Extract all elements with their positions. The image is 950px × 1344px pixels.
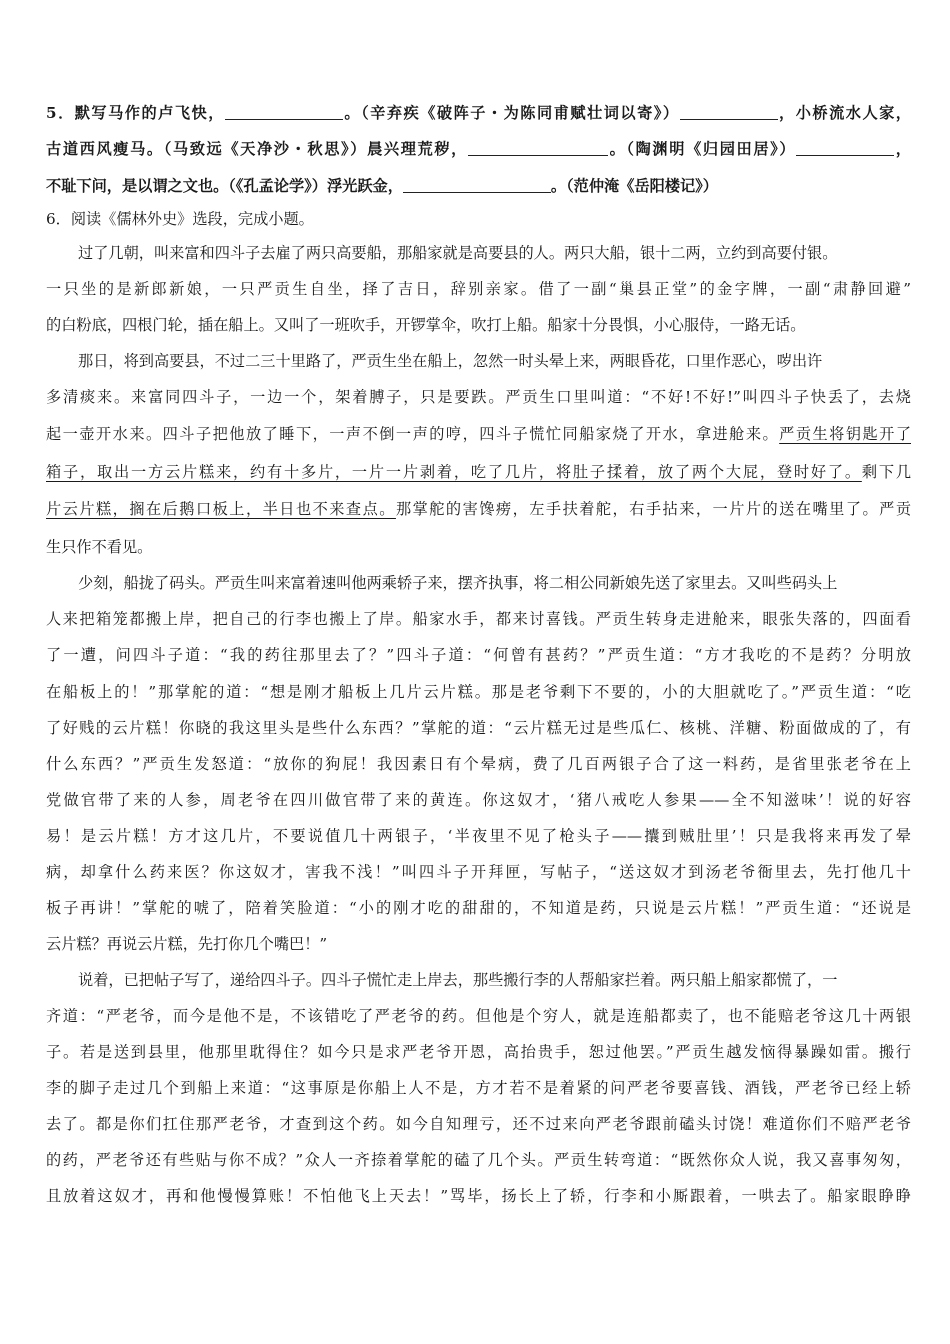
paragraph-line: 起一壶开水来。四斗子把他放了睡下，一声不倒一声的哼，四斗子慌忙同船家烧了开水，拿进舱来。严贡生将钥匙开了 xyxy=(46,425,911,443)
answer-blank[interactable] xyxy=(403,178,551,193)
paragraph-line: 了一遭，问四斗子道：“我的药往那里去了？”四斗子道：“何曾有甚药？”严贡生道：“方才我吃的不是药？分明放 xyxy=(46,646,911,664)
q6-title: 6．阅读《儒林外史》选段，完成小题。 xyxy=(46,210,314,228)
answer-blank[interactable] xyxy=(680,105,778,120)
underlined-passage: 片云片糕，搁在后鹅口板上，半日也不来查点。 xyxy=(46,500,396,518)
paragraph-line: 易！是云片糕！方才这几片，不要说值几十两银子，‘半夜里不见了枪头子——攮到贼肚里’！只是我将来再发了晕 xyxy=(46,827,911,845)
paragraph-line: 人来把箱笼都搬上岸，把自己的行李也搬上了岸。船家水手，都来讨喜钱。严贡生转身走进舱来，眼张失落的，四面看 xyxy=(46,610,911,628)
paragraph-line: 齐道：“严老爷，而今是他不是，不该错吃了严老爷的药。但他是个穷人，就是连船都卖了，也不能赔老爷这几十两银 xyxy=(46,1007,911,1025)
paragraph-line: 在船板上的！”那掌舵的道：“想是刚才船板上几片云片糕。那是老爷剩下不要的，小的大胆就吃了。”严贡生道：“吃 xyxy=(46,683,911,701)
paragraph-line: 片云片糕，搁在后鹅口板上，半日也不来查点。那掌舵的害馋痨，左手扶着舵，右手拈来，一片片的送在嘴里了。严贡 xyxy=(46,500,911,518)
paragraph-line: 板子再讲！”掌舵的唬了，陪着笑脸道：“小的刚才吃的甜甜的，不知道是药，只说是云片糕！”严贡生道：“还说是 xyxy=(46,899,911,917)
paragraph-line: 说着，已把帖子写了，递给四斗子。四斗子慌忙走上岸去，那些搬行李的人帮船家拦着。两只船上船家都慌了，一 xyxy=(78,971,838,989)
paragraph-line: 去了。都是你们扛住那严老爷，才查到这个药。如今自知理亏，还不过来向严老爷跟前磕头讨饶！难道你们不赔严老爷 xyxy=(46,1115,911,1133)
paragraph-line: 病，却拿什么药来医？你这奴才，害我不浅！”叫四斗子开拜匣，写帖子，“送这奴才到汤老爷衙里去，先打他几十 xyxy=(46,863,911,881)
paragraph-line: 子。若是送到县里，他那里耽得住？如今只是求严老爷开恩，高抬贵手，恕过他罢。”严贡生越发恼得暴躁如雷。搬行 xyxy=(46,1043,911,1061)
paragraph-line: 且放着这奴才，再和他慢慢算账！不怕他飞上天去！”骂毕，扬长上了轿，行李和小厮跟着，一哄去了。船家眼睁睁 xyxy=(46,1187,911,1205)
underlined-passage: 箱子，取出一方云片糕来，约有十多片，一片一片剥着，吃了几片，将肚子揉着，放了两个大屁，登时好了。 xyxy=(46,463,862,481)
q5-line-2: 古道西风瘦马。（马致远《天净沙・秋思》）晨兴理荒秽， 。（陶渊明《归园田居》） ， xyxy=(46,140,911,158)
q5-line-1: 5．默写马作的卢飞快， 。（辛弃疾《破阵子・为陈同甫赋壮词以寄》） ，小桥流水人家， xyxy=(46,104,911,122)
paragraph-line: 少刻，船拢了码头。严贡生叫来富着速叫他两乘轿子来，摆齐执事，将二相公同新娘先送了家里去。又叫些码头上 xyxy=(78,574,838,592)
paragraph-line: 过了几朝，叫来富和四斗子去雇了两只高要船，那船家就是高要县的人。两只大船，银十二两，立约到高要付银。 xyxy=(78,244,838,262)
paragraph-line: 生只作不看见。 xyxy=(46,538,153,556)
q5-line-3: 不耻下问，是以谓之文也。（《孔孟论学》）浮光跃金， 。（范仲淹《岳阳楼记》） xyxy=(46,177,718,195)
paragraph-line: 什么东西？”严贡生发怒道：“放你的狗屁！我因素日有个晕病，费了几百两银子合了这一料药，是省里张老爷在上 xyxy=(46,755,911,773)
underlined-passage: 严贡生将钥匙开了 xyxy=(779,425,911,443)
paragraph-line: 党做官带了来的人参，周老爷在四川做官带了来的黄连。你这奴才，‘猪八戒吃人参果——全不知滋味’！说的好容 xyxy=(46,791,911,809)
paragraph-line: 多清痰来。来富同四斗子，一边一个，架着膊子，只是要跌。严贡生口里叫道：“不好!不好!”叫四斗子快丢了，去烧 xyxy=(46,388,911,406)
paragraph-line: 一只坐的是新郎新娘，一只严贡生自坐，择了吉日，辞别亲家。借了一副“巢县正堂”的金字牌，一副“肃静回避” xyxy=(46,280,911,298)
paragraph-line: 箱子，取出一方云片糕来，约有十多片，一片一片剥着，吃了几片，将肚子揉着，放了两个大屁，登时好了。剩下几 xyxy=(46,463,911,481)
answer-blank[interactable] xyxy=(796,141,894,156)
paragraph-line: 那日，将到高要县，不过二三十里路了，严贡生坐在船上，忽然一时头晕上来，两眼昏花，口里作恶心，哕出许 xyxy=(78,352,823,370)
answer-blank[interactable] xyxy=(225,105,343,120)
paragraph-line: 的药，严老爷还有些贴与你不成？”众人一齐捺着掌舵的磕了几个头。严贡生转弯道：“既然你众人说，我又喜事匆匆， xyxy=(46,1151,911,1169)
paragraph-line: 的白粉底，四根门轮，插在船上。又叫了一班吹手，开锣掌伞，吹打上船。船家十分畏惧，小心服侍，一路无话。 xyxy=(46,316,806,334)
paragraph-line: 了好贱的云片糕！你晓的我这里头是些什么东西？”掌舵的道：“云片糕无过是些瓜仁、核桃、洋糖、粉面做成的了，有 xyxy=(46,719,911,737)
paragraph-line: 李的脚子走过几个到船上来道：“这事原是你船上人不是，方才若不是着紧的问严老爷要喜钱、酒钱，严老爷已经上轿 xyxy=(46,1079,911,1097)
answer-blank[interactable] xyxy=(468,141,608,156)
paragraph-line: 云片糕？再说云片糕，先打你几个嘴巴！” xyxy=(46,935,328,953)
